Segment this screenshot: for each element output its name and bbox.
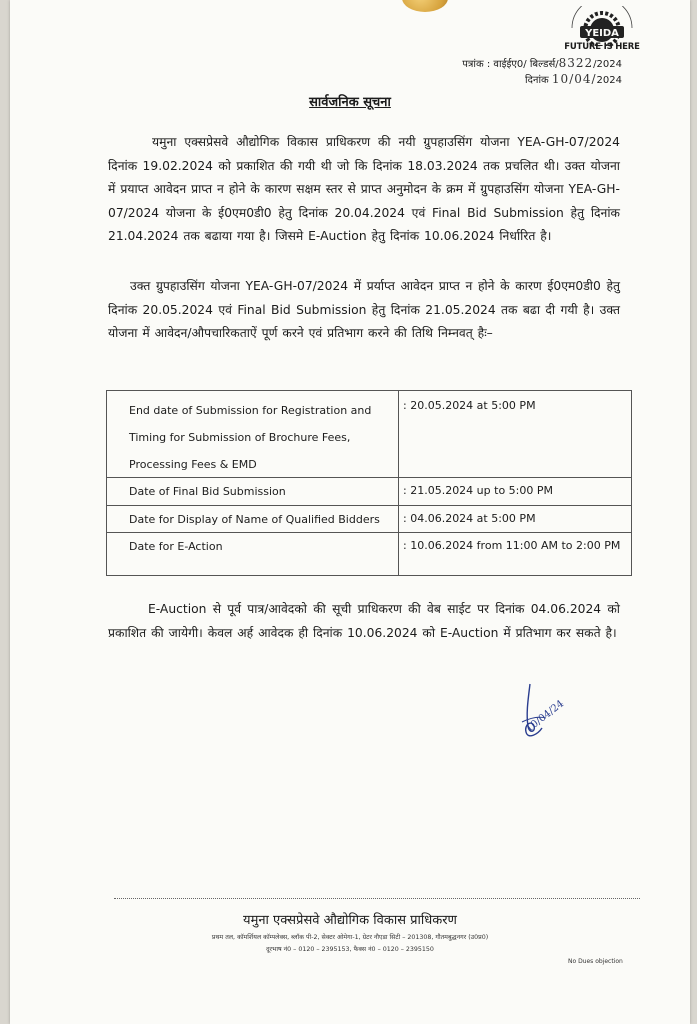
gear-emblem-icon — [564, 6, 640, 46]
letter-reference: पत्रांक : वाईईए0/ बिल्डर्स/8322/2024 — [462, 56, 622, 70]
handwritten-date: 10/04/ — [551, 72, 597, 86]
svg-text:YEIDA: YEIDA — [585, 28, 619, 39]
schedule-table — [106, 390, 632, 576]
schedule-label: Date of Final Bid Submission — [107, 478, 399, 505]
paragraph-intro: यमुना एक्सप्रेसवे औद्योगिक विकास प्राधिकरण की नयी ग्रुपहाउसिंग योजना YEA-GH-07/2024 दिनांक 19.02.2024 को प्रकाशित की गयी थी जो कि दिनांक 18.03.2024 तक प्रचलित थी। उक्त योजना में प्रयाप्त आवेदन प्राप्त न होने के कारण सक्षम स्तर से प्राप्त अनुमोदन के क्रम में ग्रुपहाउसिंग योजना YEA-GH-07/2024 योजना के ई0एम0डी0 हेतु दिनांक 20.04.2024 एवं Final Bid Submission हेतु दिनांक 21.04.2024 तक बढाया गया है। जिसमे E-Auction हेतु दिनांक 10.06.2024 निर्धारित है। — [108, 135, 620, 243]
reference-number: 8322 — [558, 56, 594, 70]
table-row — [107, 505, 631, 533]
no-dues-note: No Dues objection — [568, 958, 623, 965]
signature-scribble-icon — [516, 682, 596, 748]
table-row — [107, 391, 631, 477]
notice-title: सार्वजनिक सूचना — [309, 95, 391, 110]
footer-contact: दूरभाष नं0 – 0120 – 2395153, फैक्स नं0 – 0120 – 2395150 — [266, 946, 434, 953]
schedule-value: : 10.06.2024 from 11:00 AM to 2:00 PM — [403, 539, 621, 552]
footer-address: प्रथम तल, कॉमर्शियल कॉम्पलेक्स, ब्लॉक पी-2, सेक्टर ओमेगा-1, ग्रेटर नौएडा सिटी – 201308, गौतमबुद्धनगर (उ0प्र0) — [211, 934, 489, 941]
signature-date: 10/04/24 — [524, 698, 567, 735]
paragraph-extension: उक्त ग्रुपहाउसिंग योजना YEA-GH-07/2024 में प्रर्याप्त आवेदन प्राप्त न होने के कारण ई0एम0डी0 हेतु दिनांक 20.05.2024 एवं Final Bid Submission हेतु दिनांक 21.05.2024 तक बढा दी गयी है। उक्त योजना में आवेदन/औपचारिकताऐं पूर्ण करने एवं प्रतिभाग करने की तिथि निम्नवत् हैः– — [108, 279, 620, 340]
schedule-value: : 21.05.2024 up to 5:00 PM — [403, 484, 553, 497]
footer-org-name: यमुना एक्सप्रेसवे औद्योगिक विकास प्राधिकरण — [243, 913, 457, 928]
schedule-value: : 20.05.2024 at 5:00 PM — [403, 399, 536, 412]
footer-divider — [114, 898, 640, 899]
signature — [516, 682, 596, 748]
stain-mark — [402, 0, 448, 12]
letter-date: दिनांक 10/04/2024 — [525, 72, 622, 86]
table-row — [107, 477, 631, 505]
schedule-label: Date for E-Action — [107, 533, 399, 576]
schedule-label: End date of Submission for Registration and Timing for Submission of Brochure Fees, Processing Fees & EMD — [107, 391, 399, 477]
schedule-value: : 04.06.2024 at 5:00 PM — [403, 512, 536, 525]
logo-tagline: FUTURE IS HERE — [564, 42, 640, 52]
yeida-logo — [564, 6, 640, 54]
schedule-label: Date for Display of Name of Qualified Bidders — [107, 506, 399, 533]
notice-page — [10, 0, 690, 1024]
table-row — [107, 532, 631, 576]
paragraph-eauction: E-Auction से पूर्व पात्र/आवेदको की सूची प्राधिकरण की वेब साईट पर दिनांक 04.06.2024 को प्रकाशित की जायेगी। केवल अर्ह आवेदक ही दिनांक 10.06.2024 को E-Auction में प्रतिभाग कर सकते है। — [108, 602, 620, 640]
